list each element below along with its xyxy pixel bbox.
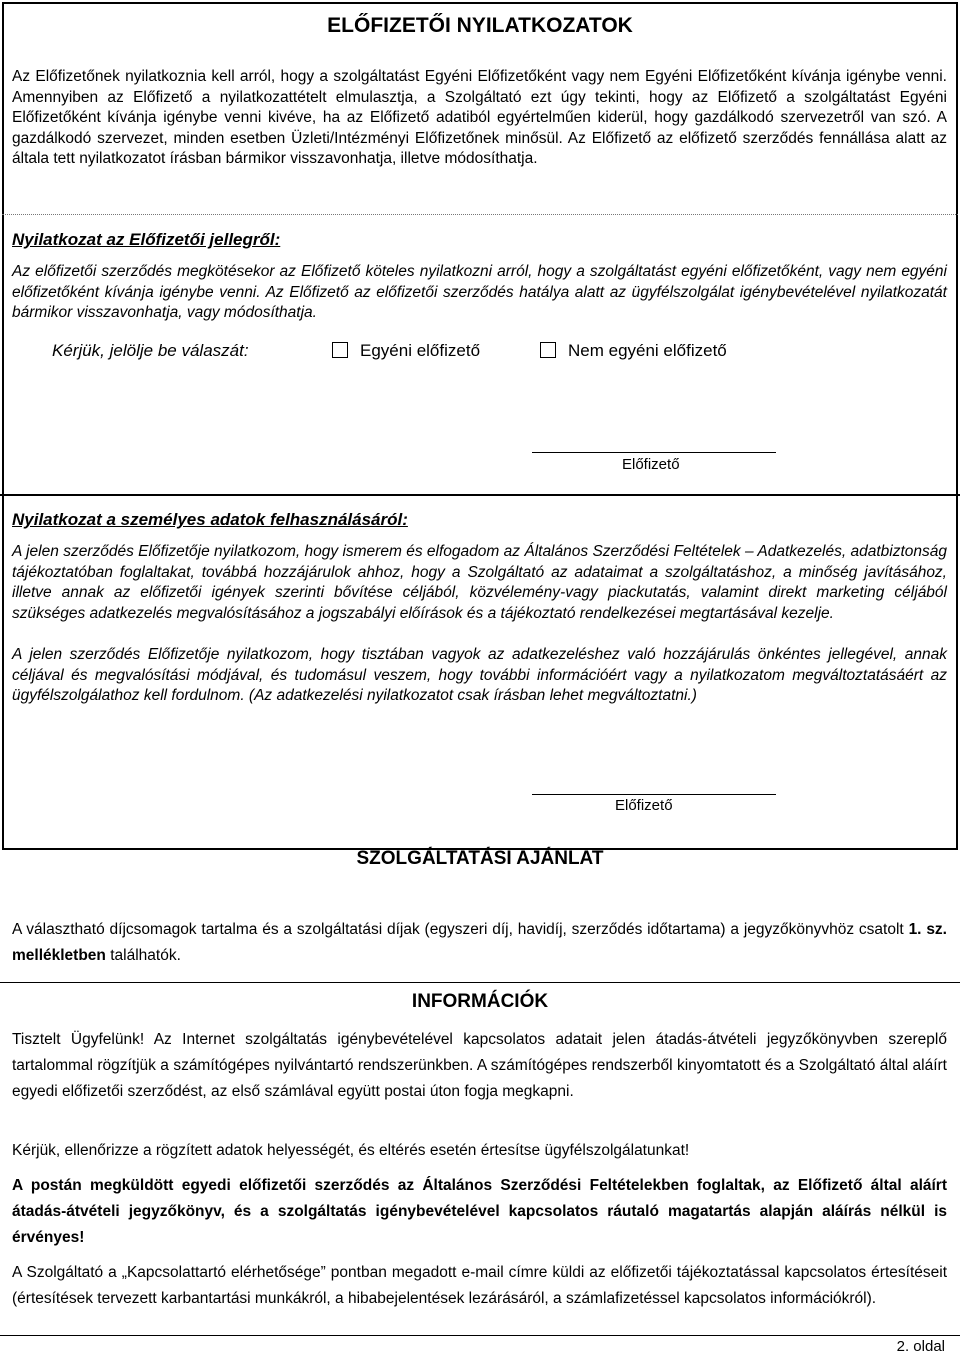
declarations-title: ELŐFIZETŐI NYILATKOZATOK [327, 14, 633, 37]
choice-prompt: Kérjük, jelölje be válaszát: [52, 341, 249, 360]
personal-data-text-1: A jelen szerződés Előfizetője nyilatkozom, hogy ismerem és elfogadom az Általános Szerződési Feltételek – Adatkezelés, adatbiztonság tájékoztatóban foglaltakat, továbbá hozzájárulok ahhoz, hogy a Szolgáltató az adataimat a szolgáltatáshoz, a minőség javításához, illetve annak az előfizetői igények szerinti bővítése céljából, közvélemény-vagy piackutatás, valamint direkt marketing céljából szükséges adatkezelés megvalósításához a jogszabályi előírások és a tájékoztató rendelkezései megtartásával kezelje. [12, 543, 947, 622]
non-individual-checkbox[interactable] [540, 342, 556, 358]
personal-data-text-2: A jelen szerződés Előfizetője nyilatkozom, hogy tisztában vagyok az adatkezeléshez való hozzájárulás önkéntes jellegével, annak céljával és megvalósítási módjával, és tudomásul veszem, hogy további információért vagy a nyilatkozatom megváltoztatásáért az ügyfélszolgálathoz kell fordulnom. (Az adatkezelési nyilatkozatot csak írásban lehet megváltoztatni.) [12, 646, 947, 704]
declarations-intro: Az Előfizetőnek nyilatkoznia kell arról, hogy a szolgáltatást Egyéni Előfizetőként vagy nem Egyéni Előfizetőként kívánja igénybe venni. Amennyiben az Előfizető a nyilatkozattételt elmulasztja, a Szolgáltató ezt úgy tekinti, hogy az Előfizető a szolgáltatást Egyéni Előfizetőként kívánja igénybe venni kivéve, ha az Előfizető adatiból egyértelműen kiderül, hogy gazdálkodó szervezetről van szó. A gazdálkodó szervezet, minden esetben Üzleti/Intézményi Előfizetőnek minősül. Az Előfizető az előfizető szerződés fennállása alatt az általa tett nyilatkozatot írásban bármikor visszavonhatja, illetve módosíthatja. [12, 68, 947, 167]
individual-checkbox[interactable] [332, 342, 348, 358]
divider [2, 214, 958, 215]
individual-label: Egyéni előfizető [360, 341, 481, 360]
choice-non-individual[interactable] [540, 341, 727, 361]
subscriber-type-text: Az előfizetői szerződés megkötésekor az Előfizető köteles nyilatkozni arról, hogy a szolgáltatást egyéni előfizetőként, vagy nem egyéni előfizetőként kívánja igénybe venni. Az Előfizető az előfizetői szerződés hatálya alatt az ügyfélszolgálat igénybevételével nyilatkozatát bármikor visszavonhatja, vagy módosíthatja. [12, 263, 947, 321]
footer-rule [0, 1335, 960, 1336]
offer-text-end: találhatók. [105, 947, 181, 964]
offer-title: SZOLGÁLTATÁSI AJÁNLAT [356, 848, 604, 869]
offer-text-bold: 1. sz. mellékletben [12, 921, 947, 964]
info-title: INFORMÁCIÓK [411, 991, 549, 1012]
section-rule-2 [0, 982, 960, 983]
info-para-3: A postán megküldött egyedi előfizetői szerződés az Általános Szerződési Feltételekben foglaltak, az Előfizető által aláírt átadás-átvételi jegyzőkönyv, és a szolgáltatás igénybevételével kapcsolatos ráutaló magatartás alapján aláírás nélkül is érvényes! [12, 1177, 947, 1246]
signature-line-2[interactable] [532, 794, 776, 795]
offer-text-start: A választható díjcsomagok tartalma és a szolgáltatási díjak (egyszeri díj, havidíj, szerződés időtartama) a jegyzőkönyvhöz csatolt [12, 921, 909, 938]
choice-individual[interactable] [332, 341, 480, 361]
info-para-4: A Szolgáltató a „Kapcsolattartó elérhetősége” pontban megadott e-mail címre küldi az előfizetői tájékoztatással kapcsolatos értesítéseit (értesítések tervezett karbantartási munkákról, a hibabejelentések lezárásáról, a számlafizetéssel kapcsolatos információkról). [12, 1264, 947, 1307]
section-rule [0, 494, 960, 496]
info-para-1: Tisztelt Ügyfelünk! Az Internet szolgáltatás igénybevételével kapcsolatos adatait jelen átadás-átvételi jegyzőkönyvben szereplő tartalommal rögzítjük a számítógépes nyilvántartó rendszerünkben. A számítógépes rendszerből kinyomtatott és a Szolgáltató által aláírt egyedi előfizetői szerződést, az első számlával együtt postai úton fogja megkapni. [12, 1031, 947, 1100]
info-para-2: Kérjük, ellenőrizze a rögzített adatok helyességét, és eltérés esetén értesítse ügyfélszolgálatunkat! [12, 1142, 690, 1159]
personal-data-heading: Nyilatkozat a személyes adatok felhasználásáról: [12, 510, 408, 529]
offer-text [12, 917, 947, 969]
subscriber-type-heading: Nyilatkozat az Előfizetői jellegről: [12, 230, 281, 249]
signature-label-2: Előfizető [615, 797, 673, 814]
non-individual-label: Nem egyéni előfizető [568, 341, 727, 360]
signature-line-1[interactable] [532, 452, 776, 453]
page-number: 2. oldal [896, 1338, 945, 1355]
signature-label-1: Előfizető [622, 456, 680, 473]
